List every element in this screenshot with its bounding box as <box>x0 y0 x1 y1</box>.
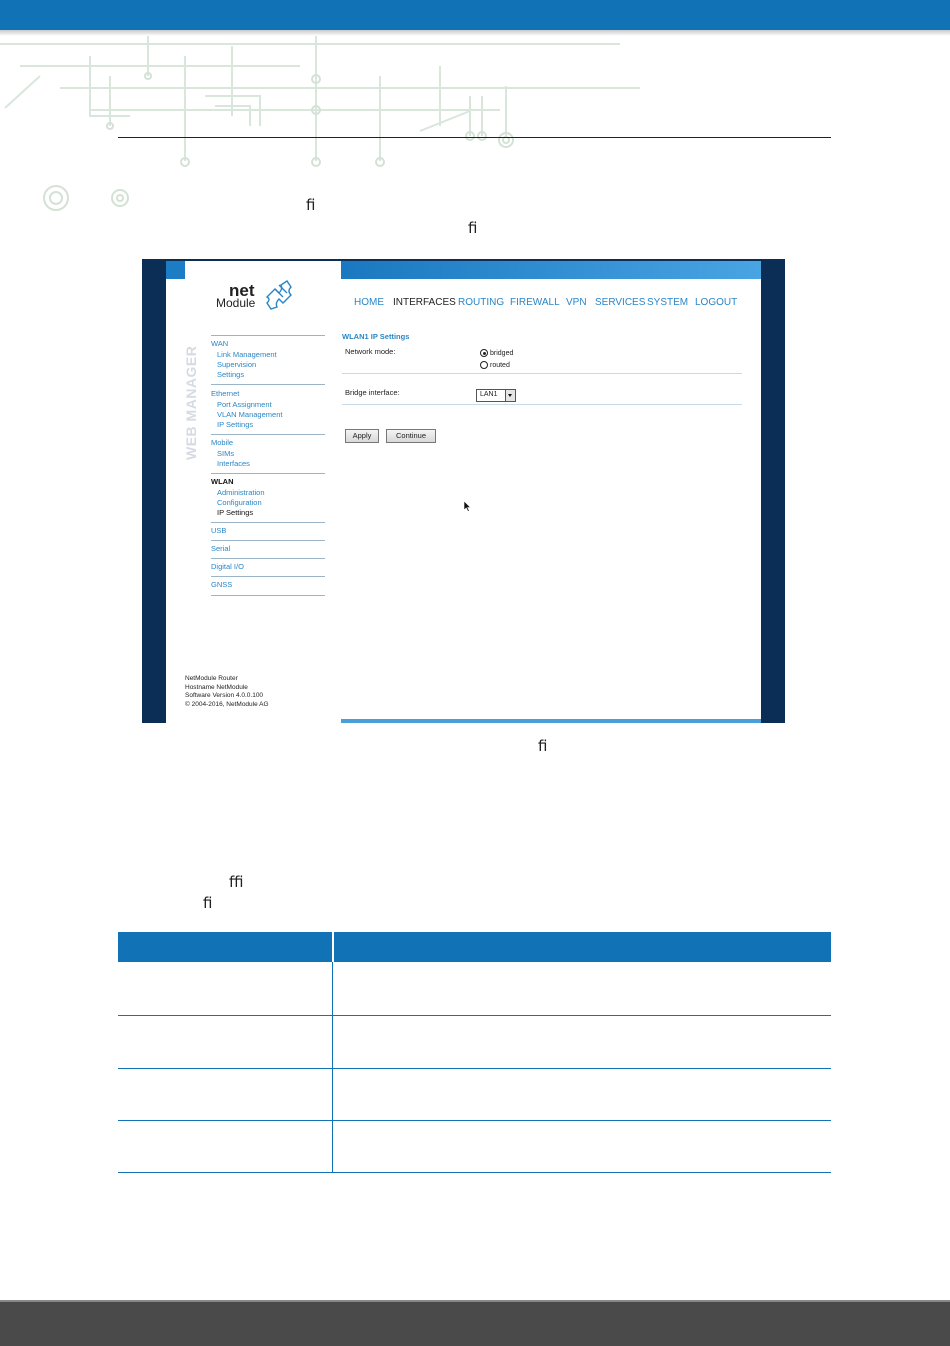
continue-button[interactable]: Continue <box>386 429 436 443</box>
radio-routed[interactable] <box>480 361 488 369</box>
logo-net-text: net <box>229 281 255 300</box>
chevron-down-icon[interactable] <box>505 390 515 401</box>
sidebar-subitem-supervision[interactable]: Supervision <box>217 360 257 369</box>
table-header-cell <box>118 932 332 962</box>
radio-bridged-label[interactable]: bridged <box>490 350 514 357</box>
sidebar-item-wan[interactable]: WAN <box>211 339 229 348</box>
bottom-banner <box>341 719 761 723</box>
bridge-interface-value: LAN1 <box>480 391 498 398</box>
sidebar-item-wlan[interactable]: WLAN <box>211 477 234 486</box>
web-manager-page <box>166 261 761 723</box>
router-info-footer <box>185 675 269 709</box>
ligature-glyph: ﬁ <box>468 219 478 237</box>
mouse-cursor-icon <box>464 501 472 512</box>
ligature-glyph: ﬁ <box>203 894 213 912</box>
table-row <box>118 1015 831 1016</box>
sidebar-divider <box>211 522 325 523</box>
page-title: WLAN1 IP Settings <box>342 332 410 341</box>
sidebar-item-usb[interactable]: USB <box>211 526 227 535</box>
ligature-glyph: ﬁ <box>538 737 548 755</box>
puzzle-icon <box>261 277 295 311</box>
sidebar-item-ethernet[interactable]: Ethernet <box>211 389 240 398</box>
apply-button[interactable]: Apply <box>345 429 379 443</box>
nav-vpn[interactable]: VPN <box>566 297 587 308</box>
footer-line: Hostname NetModule <box>185 683 248 691</box>
nav-interfaces[interactable]: INTERFACES <box>393 297 456 308</box>
table-row <box>118 1068 831 1069</box>
sidebar-subitem-ip-settings[interactable]: IP Settings <box>217 420 254 429</box>
radio-bridged[interactable] <box>480 349 488 357</box>
sidebar-subitem-administration[interactable]: Administration <box>217 488 265 497</box>
nav-logout[interactable]: LOGOUT <box>695 297 738 308</box>
bridge-interface-label: Bridge interface: <box>345 388 400 397</box>
router-screenshot <box>142 259 785 723</box>
sidebar-divider <box>211 540 325 541</box>
radio-routed-label[interactable]: routed <box>490 362 510 369</box>
form-row-divider <box>342 373 742 374</box>
table-row <box>118 1172 831 1173</box>
sidebar-divider <box>211 473 325 474</box>
sidebar-item-serial[interactable]: Serial <box>211 544 231 553</box>
left-accent-strip <box>166 261 185 279</box>
sidebar-subitem-wlan-ip-settings[interactable]: IP Settings <box>217 508 254 517</box>
network-mode-label: Network mode: <box>345 347 396 356</box>
sidebar-divider <box>211 558 325 559</box>
web-manager-label: WEB MANAGER <box>183 345 199 460</box>
ligature-glyph: ﬃ <box>229 873 244 891</box>
sidebar-divider <box>211 335 325 336</box>
top-banner <box>341 261 761 279</box>
table-row <box>118 1120 831 1121</box>
netmodule-logo[interactable] <box>216 281 296 313</box>
sidebar-subitem-sims[interactable]: SIMs <box>217 449 235 458</box>
bridge-interface-select[interactable] <box>476 389 516 402</box>
footer-line: NetModule Router <box>185 675 238 682</box>
nav-services[interactable]: SERVICES <box>595 297 646 308</box>
nav-home[interactable]: HOME <box>354 297 384 308</box>
web-manager-vertical <box>184 335 198 459</box>
sidebar-subitem-settings[interactable]: Settings <box>217 370 245 379</box>
header-rule <box>118 137 831 138</box>
sidebar-subitem-port-assignment[interactable]: Port Assignment <box>217 400 272 409</box>
logo-module-text: Module <box>216 296 256 310</box>
footer-line: © 2004-2016, NetModule AG <box>185 700 269 708</box>
nav-system[interactable]: SYSTEM <box>647 297 689 308</box>
sidebar-divider <box>211 595 325 596</box>
sidebar-subitem-vlan-management[interactable]: VLAN Management <box>217 410 283 419</box>
footer-bar <box>0 1300 950 1346</box>
sidebar-subitem-configuration[interactable]: Configuration <box>217 498 262 507</box>
table-header-cell <box>334 932 831 962</box>
sidebar-item-gnss[interactable]: GNSS <box>211 580 233 589</box>
nav-routing[interactable]: ROUTING <box>458 297 505 308</box>
sidebar-divider <box>211 384 325 385</box>
nav-firewall[interactable]: FIREWALL <box>510 297 560 308</box>
form-row-divider <box>342 404 742 405</box>
sidebar-item-digital-io[interactable]: Digital I/O <box>211 562 244 571</box>
footer-line: Software Version 4.0.0.100 <box>185 692 264 699</box>
sidebar-subitem-interfaces[interactable]: Interfaces <box>217 459 250 468</box>
ligature-glyph: ﬁ <box>306 196 316 214</box>
sidebar-subitem-link-management[interactable]: Link Management <box>217 350 277 359</box>
sidebar-divider <box>211 576 325 577</box>
sidebar-divider <box>211 434 325 435</box>
top-header-bar <box>0 0 950 30</box>
sidebar-item-mobile[interactable]: Mobile <box>211 438 234 447</box>
circuit-decoration <box>0 36 660 216</box>
